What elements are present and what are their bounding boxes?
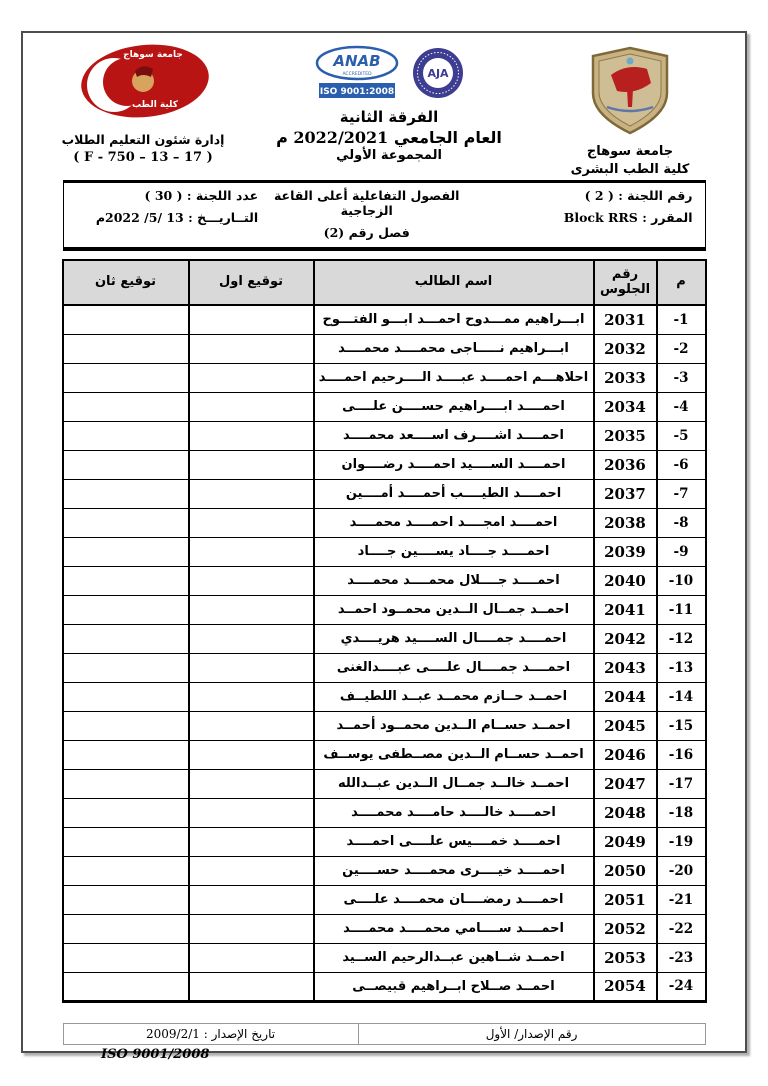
committee-count: عدد اللجنة : ( 30 )	[144, 188, 259, 203]
crescent-logo-top-text: جامعة سوهاج	[123, 50, 183, 60]
seat-number-cell: 2041	[594, 595, 657, 624]
header-admin-block	[53, 41, 233, 180]
document-header	[23, 33, 745, 180]
hall-location: الفصول التفاعلية أعلى القاعة الزجاجية	[273, 188, 460, 218]
student-name-cell: احمــد حســام الــدين محمــود أحمــد	[314, 711, 594, 740]
table-row	[63, 363, 706, 392]
signature2-cell	[63, 972, 189, 1001]
seat-number-cell: 2046	[594, 740, 657, 769]
signature1-cell	[189, 305, 314, 334]
table-row	[63, 769, 706, 798]
signature2-cell	[63, 305, 189, 334]
serial-cell: 15-	[657, 711, 706, 740]
seat-number-cell: 2035	[594, 421, 657, 450]
grade-title: الفرقة الثانية	[339, 108, 439, 126]
serial-cell: 7-	[657, 479, 706, 508]
signature2-cell	[63, 943, 189, 972]
iso-certification-text: ISO 9001/2008	[101, 1046, 210, 1062]
department-name: إدارة شئون التعليم الطلاب	[61, 132, 225, 147]
student-name-cell: احمــــد ابــــراهيم حســــن علــــى	[314, 392, 594, 421]
table-header-row	[63, 260, 706, 305]
sohag-university-shield-logo	[583, 45, 677, 137]
crescent-logo-bottom-text: كلية الطب	[132, 100, 178, 110]
signature2-cell	[63, 566, 189, 595]
table-row	[63, 595, 706, 624]
signature1-cell	[189, 595, 314, 624]
student-name-cell: احمــــد جمــــال علــــى عبــــدالغنى	[314, 653, 594, 682]
student-name-cell: احمــــد جــــلال محمــــد محمــــد	[314, 566, 594, 595]
student-name-cell: احمــــد الســــيد احمــــد رضــــوان	[314, 450, 594, 479]
signature2-cell	[63, 769, 189, 798]
table-row	[63, 798, 706, 827]
signature2-cell	[63, 682, 189, 711]
serial-cell: 23-	[657, 943, 706, 972]
serial-cell: 12-	[657, 624, 706, 653]
seat-number-cell: 2051	[594, 885, 657, 914]
table-row	[63, 914, 706, 943]
serial-cell: 2-	[657, 334, 706, 363]
signature1-cell	[189, 421, 314, 450]
signature1-cell	[189, 740, 314, 769]
signature1-cell	[189, 363, 314, 392]
seat-number-cell: 2036	[594, 450, 657, 479]
signature2-cell	[63, 450, 189, 479]
table-row	[63, 972, 706, 1001]
academic-year-title: العام الجامعي 2022/2021 م	[276, 128, 502, 147]
serial-cell: 24-	[657, 972, 706, 1001]
header-student-name: اسم الطالب	[314, 260, 594, 305]
table-row	[63, 827, 706, 856]
iso-badge: ISO 9001:2008	[319, 87, 395, 97]
seat-number-cell: 2042	[594, 624, 657, 653]
serial-cell: 20-	[657, 856, 706, 885]
seat-number-cell: 2038	[594, 508, 657, 537]
serial-cell: 4-	[657, 392, 706, 421]
signature2-cell	[63, 479, 189, 508]
signature2-cell	[63, 421, 189, 450]
seat-number-cell: 2040	[594, 566, 657, 595]
signature1-cell	[189, 972, 314, 1001]
student-name-cell: احمــــد الطيــــب أحمــــد أمــــين	[314, 479, 594, 508]
signature2-cell	[63, 711, 189, 740]
svg-text:AJA: AJA	[427, 67, 449, 80]
aja-logo	[411, 45, 465, 101]
seat-number-cell: 2054	[594, 972, 657, 1001]
table-row	[63, 421, 706, 450]
seat-number-cell: 2043	[594, 653, 657, 682]
student-name-cell: احلاهـــم احمــــد عبــــد الــــرحيم احمــــد	[314, 363, 594, 392]
signature2-cell	[63, 537, 189, 566]
signature1-cell	[189, 392, 314, 421]
issue-info-bar	[63, 1023, 706, 1045]
student-name-cell: احمــــد امجــــد احمــــد محمــــد	[314, 508, 594, 537]
student-name-cell: احمــد جمــال الــدين محمــود احمــد	[314, 595, 594, 624]
seat-number-cell: 2045	[594, 711, 657, 740]
seat-number-cell: 2033	[594, 363, 657, 392]
table-row	[63, 624, 706, 653]
table-row	[63, 392, 706, 421]
signature2-cell	[63, 595, 189, 624]
committee-number: رقم اللجنة : ( 2 )	[584, 188, 693, 203]
student-roster-table	[62, 259, 707, 1003]
signature1-cell	[189, 943, 314, 972]
student-name-cell: احمــــد جــــاد يســــين جــــاد	[314, 537, 594, 566]
seat-number-cell: 2049	[594, 827, 657, 856]
serial-cell: 21-	[657, 885, 706, 914]
signature1-cell	[189, 508, 314, 537]
table-row	[63, 682, 706, 711]
serial-cell: 14-	[657, 682, 706, 711]
student-name-cell: ابـــراهيم ممـــدوح احمـــد ابـــو الفتـــوح	[314, 305, 594, 334]
exam-info-strip	[63, 180, 706, 251]
signature2-cell	[63, 740, 189, 769]
serial-cell: 1-	[657, 305, 706, 334]
table-row	[63, 508, 706, 537]
serial-cell: 16-	[657, 740, 706, 769]
signature1-cell	[189, 334, 314, 363]
serial-cell: 10-	[657, 566, 706, 595]
signature2-cell	[63, 392, 189, 421]
serial-cell: 8-	[657, 508, 706, 537]
seat-number-cell: 2031	[594, 305, 657, 334]
serial-cell: 5-	[657, 421, 706, 450]
seat-number-cell: 2053	[594, 943, 657, 972]
header-signature-2: توقيع ثان	[63, 260, 189, 305]
seat-number-cell: 2044	[594, 682, 657, 711]
student-name-cell: احمــد حســام الــدين مصــطفى يوســف	[314, 740, 594, 769]
seat-number-cell: 2039	[594, 537, 657, 566]
table-row	[63, 943, 706, 972]
header-serial: م	[657, 260, 706, 305]
student-name-cell: احمــد حــازم محمــد عبــد اللطيــف	[314, 682, 594, 711]
header-center-block	[239, 41, 539, 180]
course-name: المقرر : Block RRS	[563, 210, 693, 225]
group-title: المجموعة الأولي	[336, 148, 442, 163]
serial-cell: 13-	[657, 653, 706, 682]
seat-number-cell: 2034	[594, 392, 657, 421]
student-name-cell: احمــــد اشــــرف اســــعد محمــــد	[314, 421, 594, 450]
svg-text:ACCREDITED: ACCREDITED	[342, 72, 372, 77]
form-code: ( F - 750 – 13 – 17 )	[73, 150, 213, 165]
student-name-cell: احمــــد جمــــال الســــيد هريــــدي	[314, 624, 594, 653]
page-frame	[21, 31, 747, 1062]
serial-cell: 3-	[657, 363, 706, 392]
signature2-cell	[63, 334, 189, 363]
class-number: فصل رقم (2)	[323, 225, 410, 240]
table-row	[63, 653, 706, 682]
student-name-cell: احمــد خالــد جمــال الــدين عبــدالله	[314, 769, 594, 798]
roster-body	[63, 305, 706, 1001]
exam-date: التــاريـــخ : 13 /5/ 2022م	[95, 210, 259, 225]
signature1-cell	[189, 856, 314, 885]
faculty-crescent-logo	[69, 41, 217, 125]
signature2-cell	[63, 827, 189, 856]
faculty-name: كلية الطب البشرى	[570, 161, 690, 177]
issue-number: رقم الإصدار/ الأول	[358, 1024, 705, 1044]
signature1-cell	[189, 624, 314, 653]
svg-text:ANAB: ANAB	[333, 52, 381, 70]
signature1-cell	[189, 769, 314, 798]
table-row	[63, 305, 706, 334]
student-name-cell: احمــد صــلاح ابــراهيم قبيصــى	[314, 972, 594, 1001]
seat-number-cell: 2052	[594, 914, 657, 943]
table-row	[63, 740, 706, 769]
signature2-cell	[63, 885, 189, 914]
signature2-cell	[63, 624, 189, 653]
student-name-cell: احمــــد ســــامي محمــــد محمــــد	[314, 914, 594, 943]
table-row	[63, 566, 706, 595]
signature1-cell	[189, 479, 314, 508]
serial-cell: 17-	[657, 769, 706, 798]
university-name: جامعة سوهاج	[586, 144, 674, 159]
signature1-cell	[189, 566, 314, 595]
serial-cell: 6-	[657, 450, 706, 479]
signature1-cell	[189, 450, 314, 479]
seat-number-cell: 2048	[594, 798, 657, 827]
student-name-cell: احمــــد خمــــيس علــــى احمــــد	[314, 827, 594, 856]
signature2-cell	[63, 363, 189, 392]
signature1-cell	[189, 885, 314, 914]
header-university-block	[545, 41, 715, 180]
table-row	[63, 856, 706, 885]
signature1-cell	[189, 827, 314, 856]
table-row	[63, 711, 706, 740]
table-row	[63, 479, 706, 508]
signature1-cell	[189, 914, 314, 943]
anab-logo	[313, 45, 401, 103]
signature2-cell	[63, 653, 189, 682]
seat-number-cell: 2037	[594, 479, 657, 508]
serial-cell: 19-	[657, 827, 706, 856]
serial-cell: 22-	[657, 914, 706, 943]
header-signature-1: توقيع اول	[189, 260, 314, 305]
serial-cell: 9-	[657, 537, 706, 566]
signature2-cell	[63, 914, 189, 943]
signature2-cell	[63, 798, 189, 827]
student-name-cell: احمــــد خيــــرى محمــــد حســــين	[314, 856, 594, 885]
seat-number-cell: 2050	[594, 856, 657, 885]
student-name-cell: احمــــد رمضــــان محمــــد علــــى	[314, 885, 594, 914]
certification-logos	[239, 45, 539, 105]
signature1-cell	[189, 653, 314, 682]
header-seat-number: رقم الجلوس	[594, 260, 657, 305]
table-row	[63, 334, 706, 363]
serial-cell: 18-	[657, 798, 706, 827]
student-name-cell: احمــــد خالــــد حامــــد محمــــد	[314, 798, 594, 827]
signature1-cell	[189, 798, 314, 827]
table-row	[63, 450, 706, 479]
seat-number-cell: 2047	[594, 769, 657, 798]
seat-number-cell: 2032	[594, 334, 657, 363]
student-name-cell: ابـــراهيم نـــــاجى محمــــد محمــــد	[314, 334, 594, 363]
student-name-cell: احمــد شــاهين عبــدالرحيم الســيد	[314, 943, 594, 972]
signature2-cell	[63, 856, 189, 885]
signature1-cell	[189, 537, 314, 566]
table-row	[63, 537, 706, 566]
signature1-cell	[189, 711, 314, 740]
serial-cell: 11-	[657, 595, 706, 624]
signature2-cell	[63, 508, 189, 537]
table-row	[63, 885, 706, 914]
issue-date: تاريخ الإصدار : 2009/2/1	[146, 1026, 276, 1041]
signature1-cell	[189, 682, 314, 711]
